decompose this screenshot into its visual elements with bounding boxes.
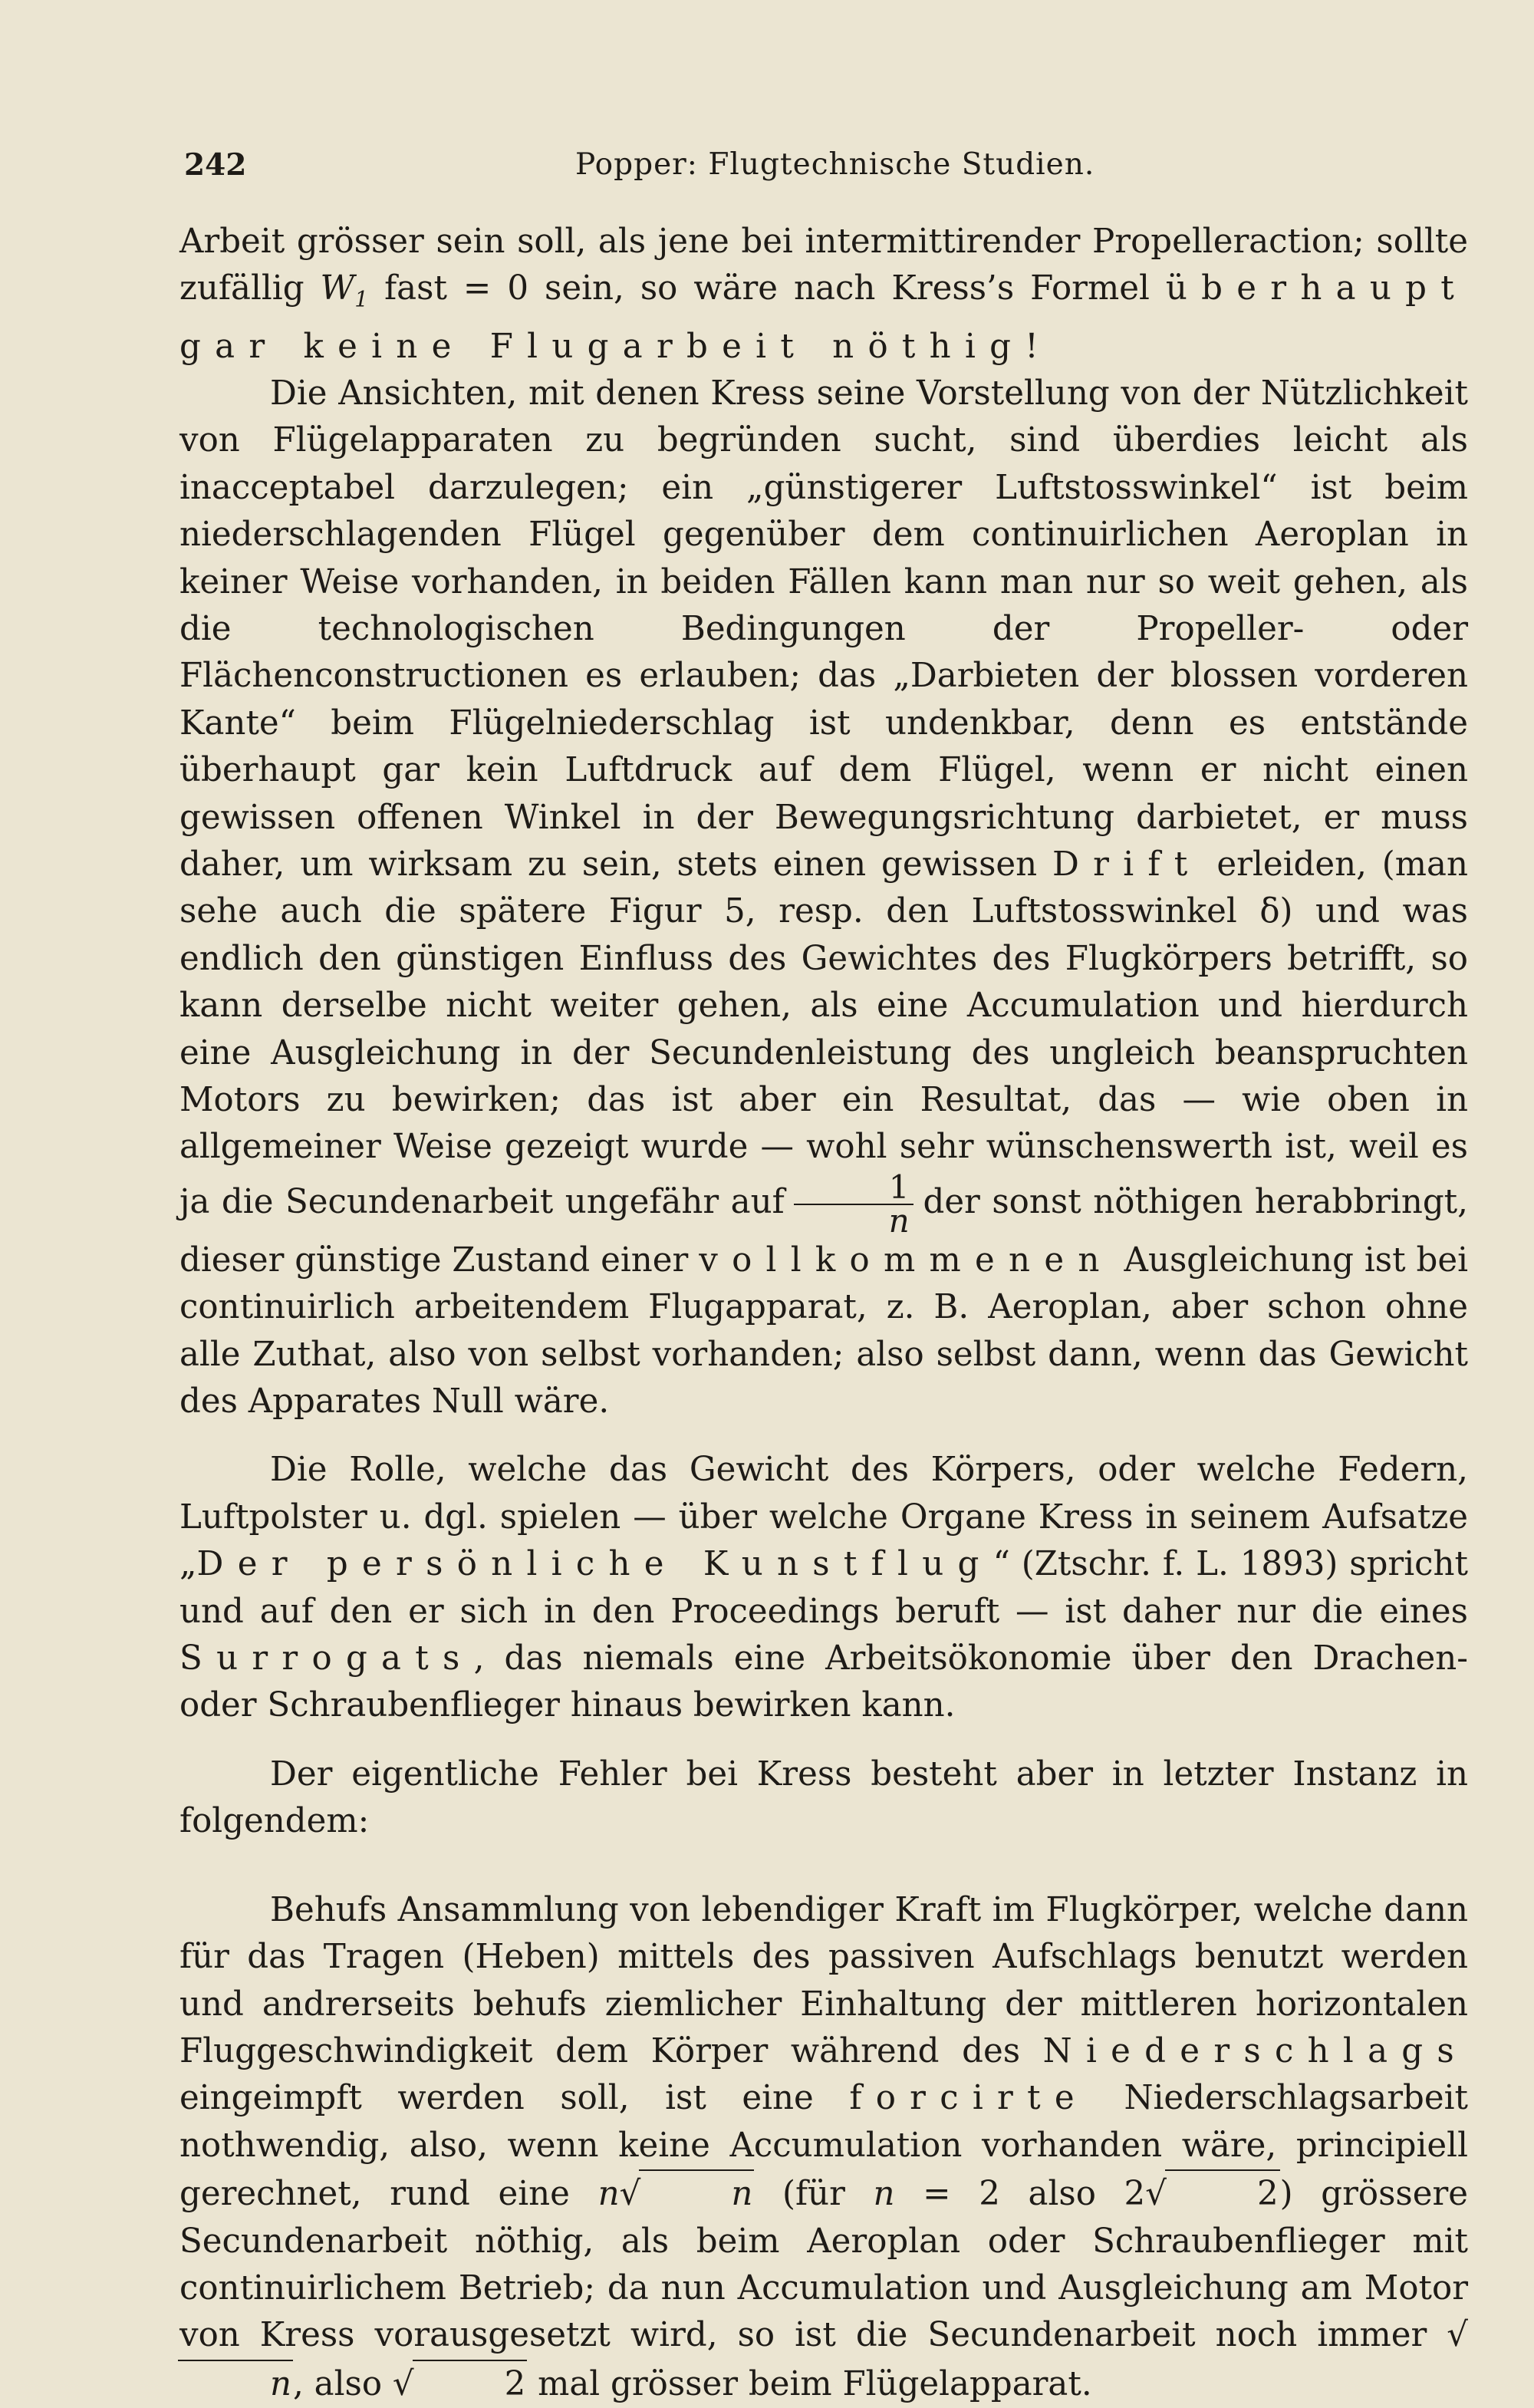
spaced-emphasis: überhaupt gar keine Flugarbeit nöthig [179,269,1468,366]
spaced-emphasis: Drift [1052,845,1202,884]
text-run: , also [293,2364,393,2403]
text-run: Niederschlagsarbeit nothwendig, also, wenn keine Accumulation vorhanden wäre, principiell gerechnet, rund eine [179,2079,1468,2214]
sqrt-symbol: √ [1145,2175,1167,2214]
spaced-emphasis: Niederschlags [1042,2031,1468,2070]
page-number: 242 [184,147,247,183]
math-expression: √ 2 [393,2365,527,2403]
fraction-denominator: n [888,1201,910,1240]
text-run: Die Rolle, welche das Gewicht des Körpers, oder welche Federn, Luftpolster u. dgl. spielen — über welche Organe Kress in seinem Aufsatze „ [179,1451,1468,1584]
text-run: fast = 0 sein, so wäre nach Kress’s Formel [368,269,1166,308]
math-expression: n√ n [598,2175,755,2213]
paragraph-1 [179,219,1468,371]
spaced-emphasis: forcirte [849,2079,1088,2118]
page-header [184,147,1534,193]
math-expression: √n [179,2316,1468,2403]
text-run: (für [754,2175,874,2214]
spaced-emphasis: vollkommenen [699,1240,1114,1280]
fraction [794,1168,914,1240]
text-run: “ (Ztschr. f. L. 1893) spricht und auf den er sich in den Proceedings beruft — ist daher nur die eines [179,1545,1468,1631]
paragraph-5 [179,1887,1468,2408]
paragraph-2 [179,371,1468,1426]
paragraph-3 [179,1447,1468,1729]
text-run: ! [1025,327,1039,366]
delta-symbol: δ [1259,892,1280,931]
body-text [179,219,1468,2408]
text-run: mal grösser beim Flügelapparat. [527,2364,1092,2403]
text-run: Die Ansichten, mit denen Kress seine Vorstellung von der Nützlichkeit von Flügelapparaten zu begründen sucht, sind überdies leicht als inacceptabel darzulegen; ein „günstigerer Luftstosswinkel“ ist beim niederschlagenden Flügel gegenüber dem continuirlichen Aeroplan in keiner Weise vorhanden, in beiden Fällen kann man nur so weit gehen, als die technologischen Bedingungen der Propeller- oder Flächenconstructionen es erlauben; das „Darbieten der blossen vorderen Kante“ beim Flügelniederschlag ist undenkbar, denn es entstände überhaupt gar kein Luftdruck auf dem Flügel, wenn er nicht einen gewissen offenen Winkel in der Bewegungsrichtung darbietet, er muss daher, um wirksam zu sein, stets einen gewissen [179,374,1468,884]
text-run: erleiden, (man sehe auch die spätere Figur 5, resp. den Luftstosswinkel [179,845,1468,931]
sqrt-symbol: √ [619,2175,641,2214]
text-run: Der eigentliche Fehler bei Kress besteht aber in letzter Instanz in folgendem: [179,1754,1468,1841]
text-run: Behufs Ansammlung von lebendiger Kraft im Flugkörper, welche dann für das Tragen (Heben) mittels des passiven Aufschlags benutzt werden und andrerseits behufs ziemlicher Einhaltung der mittleren horizontalen Fluggeschwindigkeit dem Körper während des [179,1890,1468,2070]
paragraph-4 [179,1751,1468,1846]
text-run: ) und was endlich den günstigen Einfluss des Gewichtes des Flugkörpers betrifft, so kann derselbe nicht weiter gehen, als eine Accumulation und hierdurch eine Ausgleichung in der Secundenleistung des ungleich beanspruchten Motors zu bewirken; das ist aber ein Resultat, das — wie oben in allgemeiner Weise gezeigt wurde — wohl sehr wünschenswerth ist, weil es ja die Secundenarbeit ungefähr auf [179,892,1468,1221]
sqrt-symbol: √ [392,2364,414,2403]
text-run: Ausgleichung ist bei continuirlich arbeitendem Flugapparat, z. B. Aeroplan, aber schon ohne alle Zuthat, also von selbst vorhanden; also selbst dann, wenn das Gewicht des Apparates Null wäre. [179,1240,1469,1421]
text-run: Arbeit grösser sein soll, als jene bei intermittirender Propelleraction; sollte zufällig [179,222,1468,308]
sqrt-symbol: √ [1447,2316,1468,2355]
math-variable: $W_1$ [320,269,369,313]
text-run: = 2 also 2 [894,2175,1146,2214]
text-run: eingeimpft werden soll, ist eine [179,2079,850,2118]
running-title: Popper: Flugtechnische Studien. [575,147,1095,182]
fraction-numerator: 1 [794,1171,914,1205]
math-variable: n [873,2175,895,2214]
math-expression: √ 2 [1145,2175,1279,2213]
text-run: ) grössere Secundenarbeit nöthig, als beim Aeroplan oder Schraubenflieger mit continuirlichem Betrieb; da nun Accumulation und Ausgleichung am Motor von Kress vorausgesetzt wird, so ist die Secundenarbeit noch immer [179,2175,1469,2355]
spaced-emphasis: Der persönliche Kunstflug [196,1545,993,1584]
spaced-emphasis: Surrogats [179,1639,474,1678]
text-run: , das niemals eine Arbeitsökonomie über den Drachen- oder Schraubenflieger hinaus bewirken kann. [179,1639,1468,1725]
text-run: der sonst nöthigen herabbringt, dieser günstige Zustand einer [179,1182,1468,1280]
